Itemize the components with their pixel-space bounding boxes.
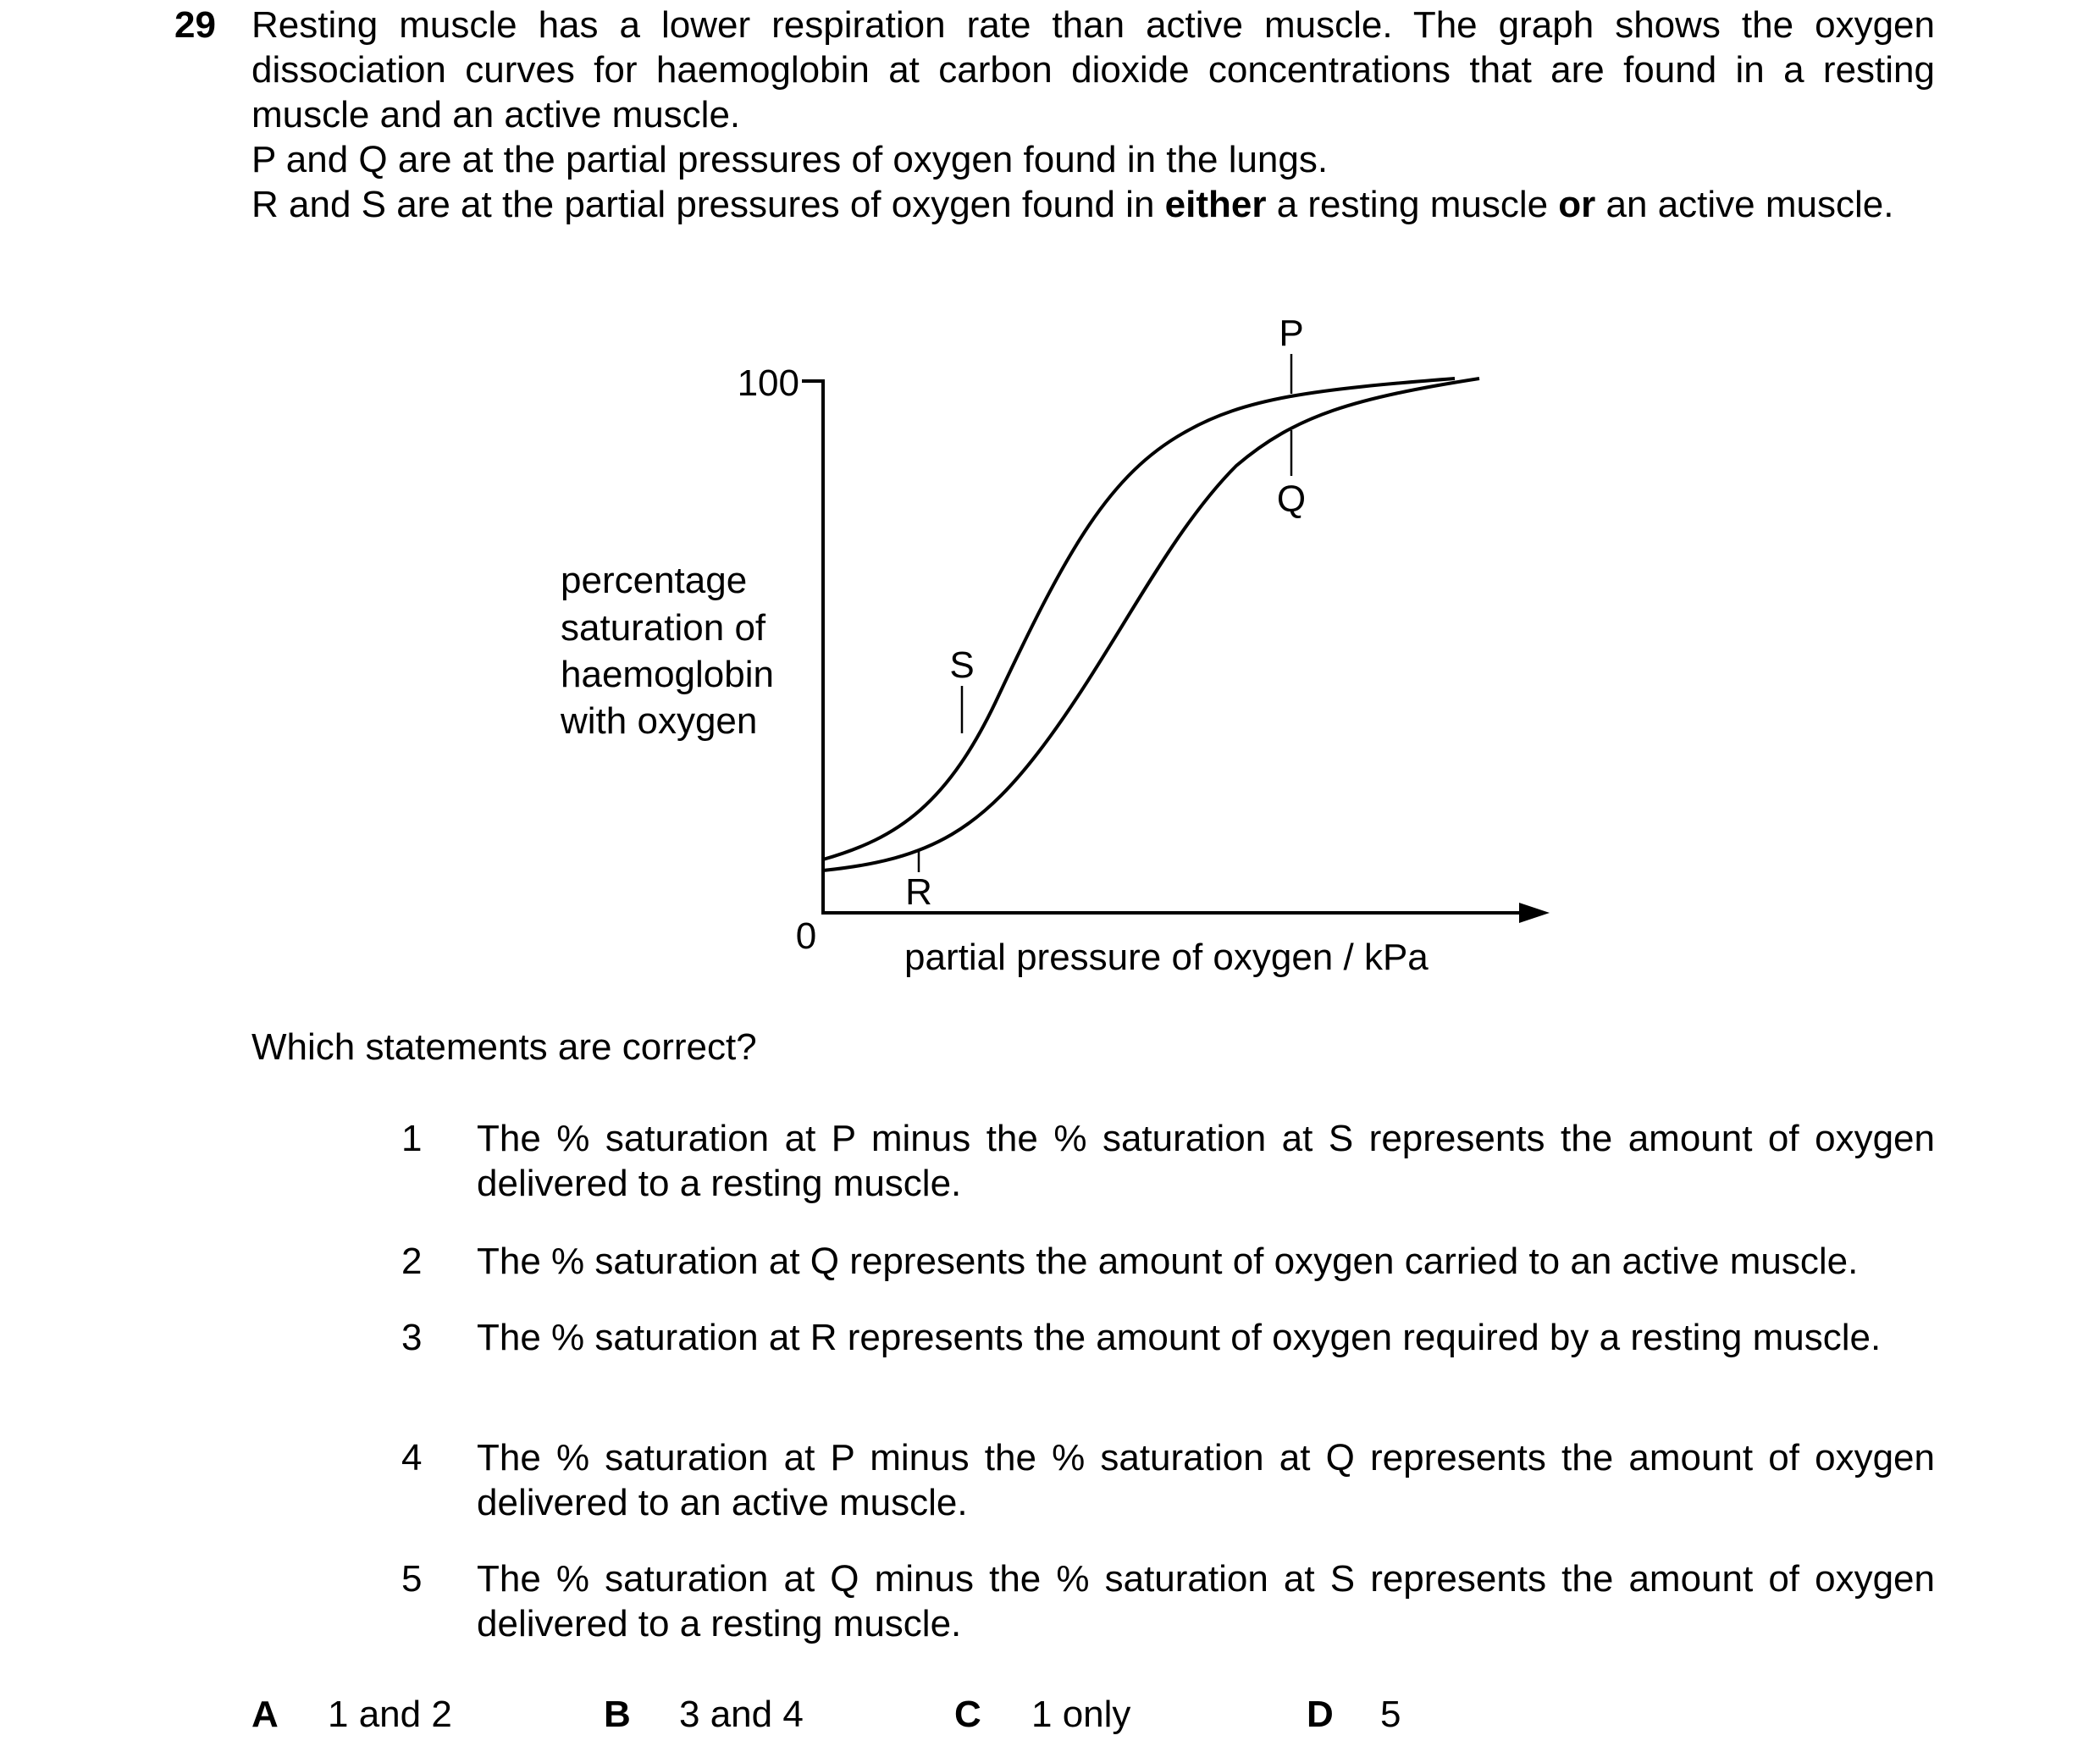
- stem-paragraph-2: P and Q are at the partial pressures of oxygen found in the lungs.: [251, 139, 1329, 180]
- stem-p3-bold-or: or: [1558, 184, 1596, 225]
- stem-paragraph-1: Resting muscle has a lower respiration rate than active muscle. The graph shows the oxygen dissociation curves for haemoglobin at carbon dioxide concentrations that are found in a resting muscle and an active muscle.: [251, 4, 1935, 135]
- stem-p3-part-b: a resting muscle: [1266, 184, 1559, 225]
- x-axis-label: partial pressure of oxygen / kPa: [904, 937, 1429, 978]
- statement-number: 2: [401, 1241, 423, 1282]
- origin-label: 0: [795, 915, 817, 957]
- y-axis-label-line-2: saturation of: [561, 607, 766, 649]
- point-s-label: S: [949, 644, 975, 686]
- point-r-label: R: [905, 871, 932, 913]
- stem-p3-part-a: R and S are at the partial pressures of oxygen found in: [251, 184, 1165, 225]
- question-prompt: Which statements are correct?: [251, 1026, 757, 1068]
- active-muscle-curve: [823, 379, 1479, 870]
- question-number: 29: [174, 4, 216, 46]
- option-letter: A: [251, 1694, 279, 1735]
- question-stem: [251, 3, 1935, 227]
- statement-text: The % saturation at P minus the % saturation at S represents the amount of oxygen delivered to a resting muscle.: [477, 1118, 1935, 1204]
- stem-p3-part-c: an active muscle.: [1595, 184, 1894, 225]
- statement-number: 5: [401, 1558, 423, 1600]
- point-q-label: Q: [1276, 478, 1307, 520]
- x-axis-arrowhead: [1519, 903, 1550, 923]
- statement-number: 4: [401, 1437, 423, 1478]
- y-axis-label-line-3: haemoglobin: [561, 654, 774, 695]
- statement-text: The % saturation at Q represents the amount of oxygen carried to an active muscle.: [477, 1241, 1859, 1282]
- statement-text: The % saturation at Q minus the % saturation at S represents the amount of oxygen delivered to a resting muscle.: [477, 1558, 1935, 1644]
- stem-paragraph-3: [251, 182, 1935, 227]
- stem-p3-bold-either: either: [1164, 184, 1267, 225]
- answer-options: [0, 1692, 2100, 1743]
- option-text: 1 and 2: [328, 1694, 452, 1735]
- option-text: 5: [1380, 1694, 1401, 1735]
- option-text: 3 and 4: [679, 1694, 804, 1735]
- y-axis-label-line-1: percentage: [561, 560, 748, 601]
- statement-text: The % saturation at P minus the % saturation at Q represents the amount of oxygen delivered to an active muscle.: [477, 1437, 1935, 1523]
- statement-text: The % saturation at R represents the amount of oxygen required by a resting muscle.: [477, 1317, 1882, 1358]
- option-letter: B: [604, 1694, 631, 1735]
- resting-muscle-curve: [823, 379, 1455, 859]
- point-p-label: P: [1279, 312, 1304, 354]
- y-axis-label-line-4: with oxygen: [561, 700, 758, 742]
- statement-number: 3: [401, 1317, 423, 1358]
- oxygen-dissociation-graph: [0, 296, 2100, 991]
- statement-number: 1: [401, 1118, 423, 1159]
- option-letter: D: [1307, 1694, 1334, 1735]
- option-text: 1 only: [1031, 1694, 1131, 1735]
- y-max-label: 100: [737, 362, 799, 404]
- option-letter: C: [954, 1694, 981, 1735]
